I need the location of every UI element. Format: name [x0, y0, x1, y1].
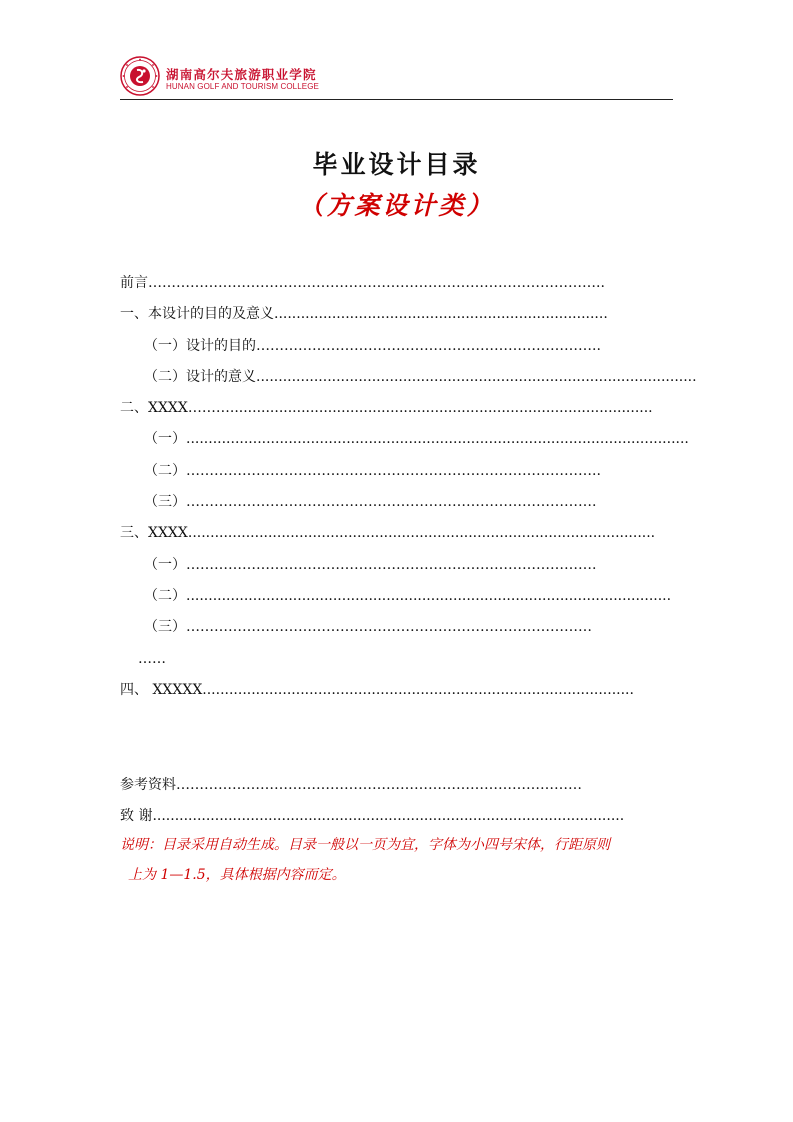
toc-entry-3-1[interactable]: （一）……………………………………………………………………………. [144, 557, 597, 573]
toc-entry-chapter-4[interactable]: 四、 XXXXX................................................................................................. [120, 682, 634, 698]
toc-entry-3-3[interactable]: （三）…………………………………………………………………………… [144, 619, 592, 635]
header-divider [120, 99, 673, 100]
toc-entry-chapter-1[interactable]: 一、本设计的目的及意义........................................................................... [120, 306, 608, 322]
toc-entry-2-2[interactable]: （二）…………………………………………………………………………….. [144, 463, 601, 479]
toc-entry-1-1[interactable]: （一）设计的目的……………………………………………………………….. [144, 338, 601, 354]
instruction-note-line-2: 上为 1—1.5，具体根据内容而定。 [128, 867, 346, 883]
toc-entry-2-3[interactable]: （三）……………………………………………………………………………. [144, 494, 597, 510]
college-seal-icon [120, 56, 160, 96]
page-subtitle: （方案设计类） [298, 191, 495, 220]
toc-ellipsis: …… [138, 651, 166, 667]
toc-entry-chapter-3[interactable]: 三、XXXX......................................................................................................... [120, 525, 656, 541]
college-name-cn: 湖南高尔夫旅游职业学院 [166, 67, 317, 82]
page-header [120, 56, 673, 100]
toc-entry-2-1[interactable]: （一）................................................................................................................. [144, 431, 689, 447]
toc-entry-chapter-2[interactable]: 二、XXXX………............................................................................................... [120, 400, 653, 416]
toc-entry-references[interactable]: 参考资料…………………………………………………………………………… [120, 777, 582, 793]
instruction-note-line-1: 说明：目录采用自动生成。目录一般以一页为宜，字体为小四号宋体，行距原则 [120, 837, 610, 853]
toc-entry-3-2[interactable]: （二）............................................................................................................. [144, 588, 672, 604]
toc-entry-1-2[interactable]: （二）设计的意义................................................................................................... [144, 369, 697, 385]
page-title: 毕业设计目录 [312, 150, 481, 179]
toc-entry-thanks[interactable]: 致 谢.......................................................................................................... [120, 808, 625, 824]
toc-entry-preface[interactable]: 前言…………………………………………………………………………………….. [120, 275, 605, 291]
college-name-en: HUNAN GOLF AND TOURISM COLLEGE [166, 82, 319, 91]
instruction-note [120, 830, 680, 890]
